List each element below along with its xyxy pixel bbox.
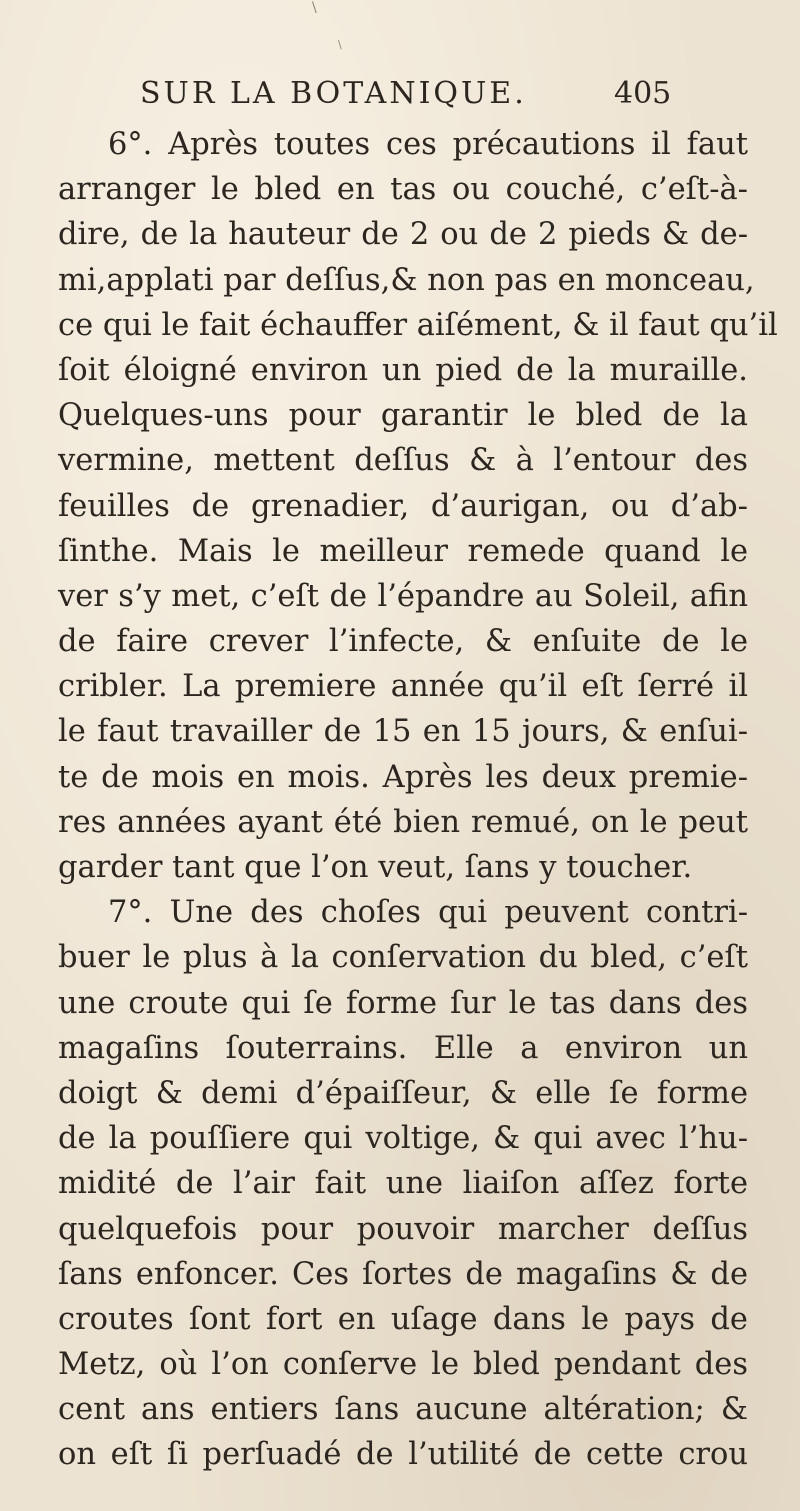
text-line: cribler. La premiere année qu’il eſt ſerré il — [58, 669, 748, 705]
text-line: mi,applati par deſſus,& non pas en monceau, — [58, 262, 755, 298]
text-line: de la pouſſiere qui voltige, & qui avec l’hu- — [58, 1121, 748, 1157]
text-line: on eſt ſi perſuadé de l’utilité de cette crou — [58, 1437, 748, 1473]
text-line: 6°. Après toutes ces précautions il faut — [108, 127, 748, 162]
text-line: res années ayant été bien remué, on le peut — [58, 804, 748, 840]
text-line: ce qui le fait échauffer aiſément, & il faut qu’il — [58, 307, 778, 343]
text-line: feuilles de grenadier, d’aurigan, ou d’ab- — [58, 488, 748, 524]
text-line: Metz, où l’on conſerve le bled pendant des — [58, 1347, 748, 1383]
text-line: ſinthe. Mais le meilleur remede quand le — [58, 533, 748, 569]
text-line: arranger le bled en tas ou couché, c’eſt-à- — [58, 172, 748, 208]
text-line: quelquefois pour pouvoir marcher deſſus — [58, 1211, 748, 1247]
running-title: SUR LA BOTANIQUE. — [140, 76, 527, 111]
text-line: 7°. Une des choſes qui peuvent contri- — [108, 895, 748, 931]
text-line: buer le plus à la conſervation du bled, c’eſt — [58, 940, 748, 976]
text-line: dire, de la hauteur de 2 ou de 2 pieds & de- — [58, 217, 748, 253]
text-line: croutes ſont fort en uſage dans le pays de — [58, 1301, 748, 1337]
text-line: ſoit éloigné environ un pied de la muraille. — [58, 352, 748, 388]
stray-mark: \ — [338, 38, 342, 51]
page-number: 405 — [614, 76, 672, 111]
running-head — [140, 76, 680, 116]
text-line: garder tant que l’on veut, ſans y toucher. — [58, 850, 693, 885]
stray-mark: \ — [312, 0, 317, 16]
body-text — [58, 122, 778, 1478]
text-line: vermine, mettent deſſus & à l’entour des — [58, 443, 748, 479]
text-line: cent ans entiers ſans aucune altération; & — [58, 1392, 748, 1428]
text-line: ver s’y met, c’eſt de l’épandre au Soleil, afin — [58, 578, 748, 614]
text-line: ſans enfoncer. Ces ſortes de magaſins & de — [58, 1256, 748, 1292]
text-line: magaſins ſouterrains. Elle a environ un — [58, 1030, 748, 1066]
text-line: Quelques-uns pour garantir le bled de la — [58, 398, 748, 434]
text-line: te de mois en mois. Après les deux premie- — [58, 759, 748, 795]
text-line: une croute qui ſe forme ſur le tas dans des — [58, 985, 748, 1021]
text-line: doigt & demi d’épaiſſeur, & elle ſe forme — [58, 1075, 748, 1111]
text-line: midité de l’air fait une liaiſon aſſez forte — [58, 1166, 748, 1202]
text-line: de faire crever l’infecte, & enſuite de le — [58, 624, 748, 660]
text-line: le faut travailler de 15 en 15 jours, & enſui- — [58, 714, 748, 750]
